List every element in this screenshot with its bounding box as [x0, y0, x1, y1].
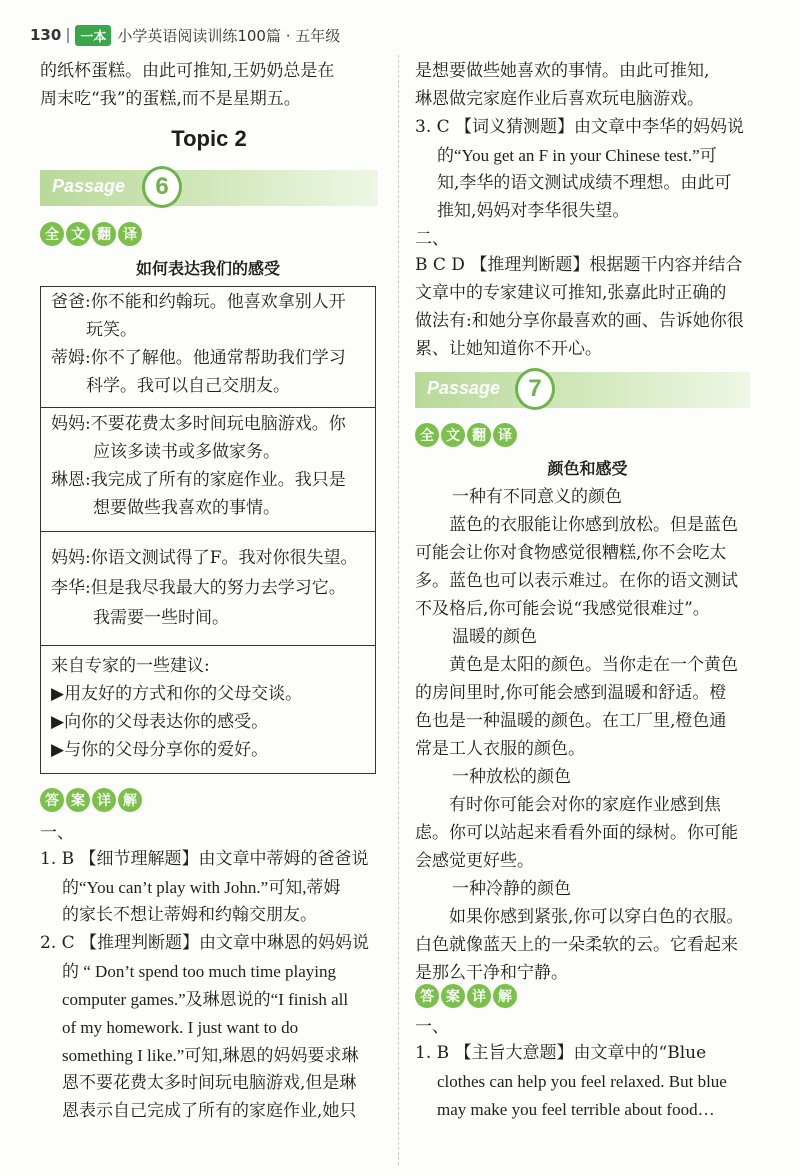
- section-subtitle: 一种有不同意义的颜色: [452, 487, 622, 507]
- answer-line: 1. B 【细节理解题】由文章中蒂姆的爸爸说: [40, 849, 369, 869]
- heading-char: 翻: [92, 222, 116, 246]
- heading-char: 详: [467, 984, 491, 1008]
- section-subtitle: 一种放松的颜色: [452, 767, 571, 787]
- dialog-box: [40, 286, 376, 774]
- heading-char: 译: [493, 423, 517, 447]
- dialog-line: 科学。我可以自己交朋友。: [86, 376, 290, 396]
- heading-char: 文: [441, 423, 465, 447]
- box-divider: [41, 531, 375, 532]
- passage-label: Passage: [52, 176, 126, 196]
- answer-line: 是想要做些她喜欢的事情。由此可推知,: [415, 61, 710, 81]
- dialog-line: 李华:但是我尽我最大的努力去学习它。: [51, 578, 346, 598]
- answer-line: 累、让她知道你不开心。: [415, 339, 602, 359]
- answer-line: 恩表示自己完成了所有的家庭作业,她只: [62, 1101, 357, 1121]
- translation-heading: [40, 222, 142, 246]
- text-line: 有时你可能会对你的家庭作业感到焦: [449, 795, 721, 815]
- answer-line: computer games.”及琳恩说的“I finish all: [62, 990, 349, 1009]
- text-line: 会感觉更好些。: [415, 851, 534, 871]
- section-marker: 二、: [415, 229, 449, 249]
- text-line: 多。蓝色也可以表示难过。在你的语文测试: [415, 571, 738, 591]
- heading-char: 解: [493, 984, 517, 1008]
- answer-line: B C D 【推理判断题】根据题干内容并结合: [415, 255, 743, 275]
- dialog-line: 蒂姆:你不了解他。他通常帮助我们学习: [51, 348, 346, 368]
- passage-banner: [415, 372, 750, 408]
- text-line: 是那么干净和宁静。: [415, 963, 568, 983]
- text-line: 可能会让你对食物感觉很糟糕,你不会吃太: [415, 543, 727, 563]
- dialog-line: 应该多读书或多做家务。: [93, 442, 280, 462]
- heading-char: 全: [40, 222, 64, 246]
- answer-line: 2. C 【推理判断题】由文章中琳恩的妈妈说: [40, 933, 370, 953]
- answer-line: 的“You can’t play with John.”可知,蒂姆: [62, 878, 341, 897]
- heading-char: 详: [92, 788, 116, 812]
- passage-label: Passage: [427, 378, 501, 398]
- heading-char: 翻: [467, 423, 491, 447]
- section-subtitle: 温暖的颜色: [452, 627, 537, 647]
- dialog-line: 我需要一些时间。: [93, 608, 229, 628]
- dialog-line: 想要做些我喜欢的事情。: [93, 498, 280, 518]
- text-line: 虑。你可以站起来看看外面的绿树。你可能: [415, 823, 738, 843]
- page-header: [30, 22, 340, 48]
- text-line: 如果你感到紧张,你可以穿白色的衣服。: [449, 907, 744, 927]
- advice-item: ▶用友好的方式和你的父母交谈。: [51, 684, 303, 704]
- translation-heading: [415, 423, 517, 447]
- answer-line: clothes can help you feel relaxed. But blue: [437, 1072, 727, 1091]
- heading-char: 案: [66, 788, 90, 812]
- answer-line: 的家长不想让蒂姆和约翰交朋友。: [62, 905, 317, 925]
- answer-line: 恩不要花费太多时间玩电脑游戏,但是琳: [62, 1073, 357, 1093]
- dialog-line: 玩笑。: [86, 320, 137, 340]
- answer-line: 文章中的专家建议可推知,张嘉此时正确的: [415, 283, 727, 303]
- answer-line: 知,李华的语文测试成绩不理想。由此可: [437, 173, 732, 193]
- passage-number: 6: [142, 166, 182, 208]
- section-marker: 一、: [415, 1017, 449, 1037]
- heading-char: 文: [66, 222, 90, 246]
- answer-line: something I like.”可知,琳恩的妈妈要求琳: [62, 1046, 359, 1065]
- text-line: 不及格后,你可能会说“我感觉很难过”。: [415, 599, 710, 619]
- heading-char: 全: [415, 423, 439, 447]
- text-line: 色也是一种温暖的颜色。在工厂里,橙色通: [415, 711, 727, 731]
- advice-item: ▶向你的父母表达你的感受。: [51, 712, 269, 732]
- header-divider: [67, 28, 69, 43]
- text-line: 白色就像蓝天上的一朵柔软的云。它看起来: [415, 935, 738, 955]
- box-divider: [41, 645, 375, 646]
- dialog-line: 爸爸:你不能和约翰玩。他喜欢拿别人开: [51, 292, 346, 312]
- text-line: 蓝色的衣服能让你感到放松。但是蓝色: [449, 515, 738, 535]
- page-number: 130: [30, 26, 62, 44]
- answer-line: 琳恩做完家庭作业后喜欢玩电脑游戏。: [415, 89, 704, 109]
- answer-line: may make you feel terrible about food…: [437, 1100, 715, 1119]
- dialog-line: 妈妈:不要花费太多时间玩电脑游戏。你: [51, 414, 346, 434]
- box-divider: [41, 407, 375, 408]
- column-divider: [398, 55, 399, 1165]
- dialog-line: 妈妈:你语文测试得了F。我对你很失望。: [51, 548, 358, 568]
- text-line: 的房间里时,你可能会感到温暖和舒适。橙: [415, 683, 727, 703]
- answer-heading: [40, 788, 142, 812]
- translation-title: 颜色和感受: [547, 459, 628, 478]
- answer-line: 的“You get an F in your Chinese test.”可: [437, 146, 717, 165]
- heading-char: 解: [118, 788, 142, 812]
- brand-logo: 一本: [75, 25, 111, 46]
- section-marker: 一、: [40, 823, 74, 843]
- answer-line: of my homework. I just want to do: [62, 1018, 299, 1037]
- advice-title: 来自专家的一些建议:: [51, 656, 210, 676]
- advice-item: ▶与你的父母分享你的爱好。: [51, 740, 269, 760]
- heading-char: 译: [118, 222, 142, 246]
- heading-char: 答: [415, 984, 439, 1008]
- answer-line: 推知,妈妈对李华很失望。: [437, 201, 630, 221]
- answer-line: 1. B 【主旨大意题】由文章中的“Blue: [415, 1043, 707, 1063]
- text-line: 的纸杯蛋糕。由此可推知,王奶奶总是在: [40, 61, 335, 81]
- dialog-line: 琳恩:我完成了所有的家庭作业。我只是: [51, 470, 346, 490]
- text-line: 周末吃“我”的蛋糕,而不是星期五。: [40, 89, 301, 109]
- passage-banner: [40, 170, 378, 206]
- translation-title: 如何表达我们的感受: [135, 259, 280, 278]
- answer-line: 的 “ Don’t spend too much time playing: [62, 962, 337, 981]
- heading-char: 案: [441, 984, 465, 1008]
- section-subtitle: 一种冷静的颜色: [452, 879, 571, 899]
- heading-char: 答: [40, 788, 64, 812]
- answer-heading: [415, 984, 517, 1008]
- topic-title: Topic 2: [171, 126, 247, 151]
- text-line: 黄色是太阳的颜色。当你走在一个黄色: [449, 655, 738, 675]
- answer-line: 3. C 【词义猜测题】由文章中李华的妈妈说: [415, 117, 745, 137]
- text-line: 常是工人衣服的颜色。: [415, 739, 585, 759]
- answer-line: 做法有:和她分享你最喜欢的画、告诉她你很: [415, 311, 744, 331]
- book-title: 小学英语阅读训练100篇 · 五年级: [117, 26, 341, 45]
- passage-number: 7: [515, 368, 555, 410]
